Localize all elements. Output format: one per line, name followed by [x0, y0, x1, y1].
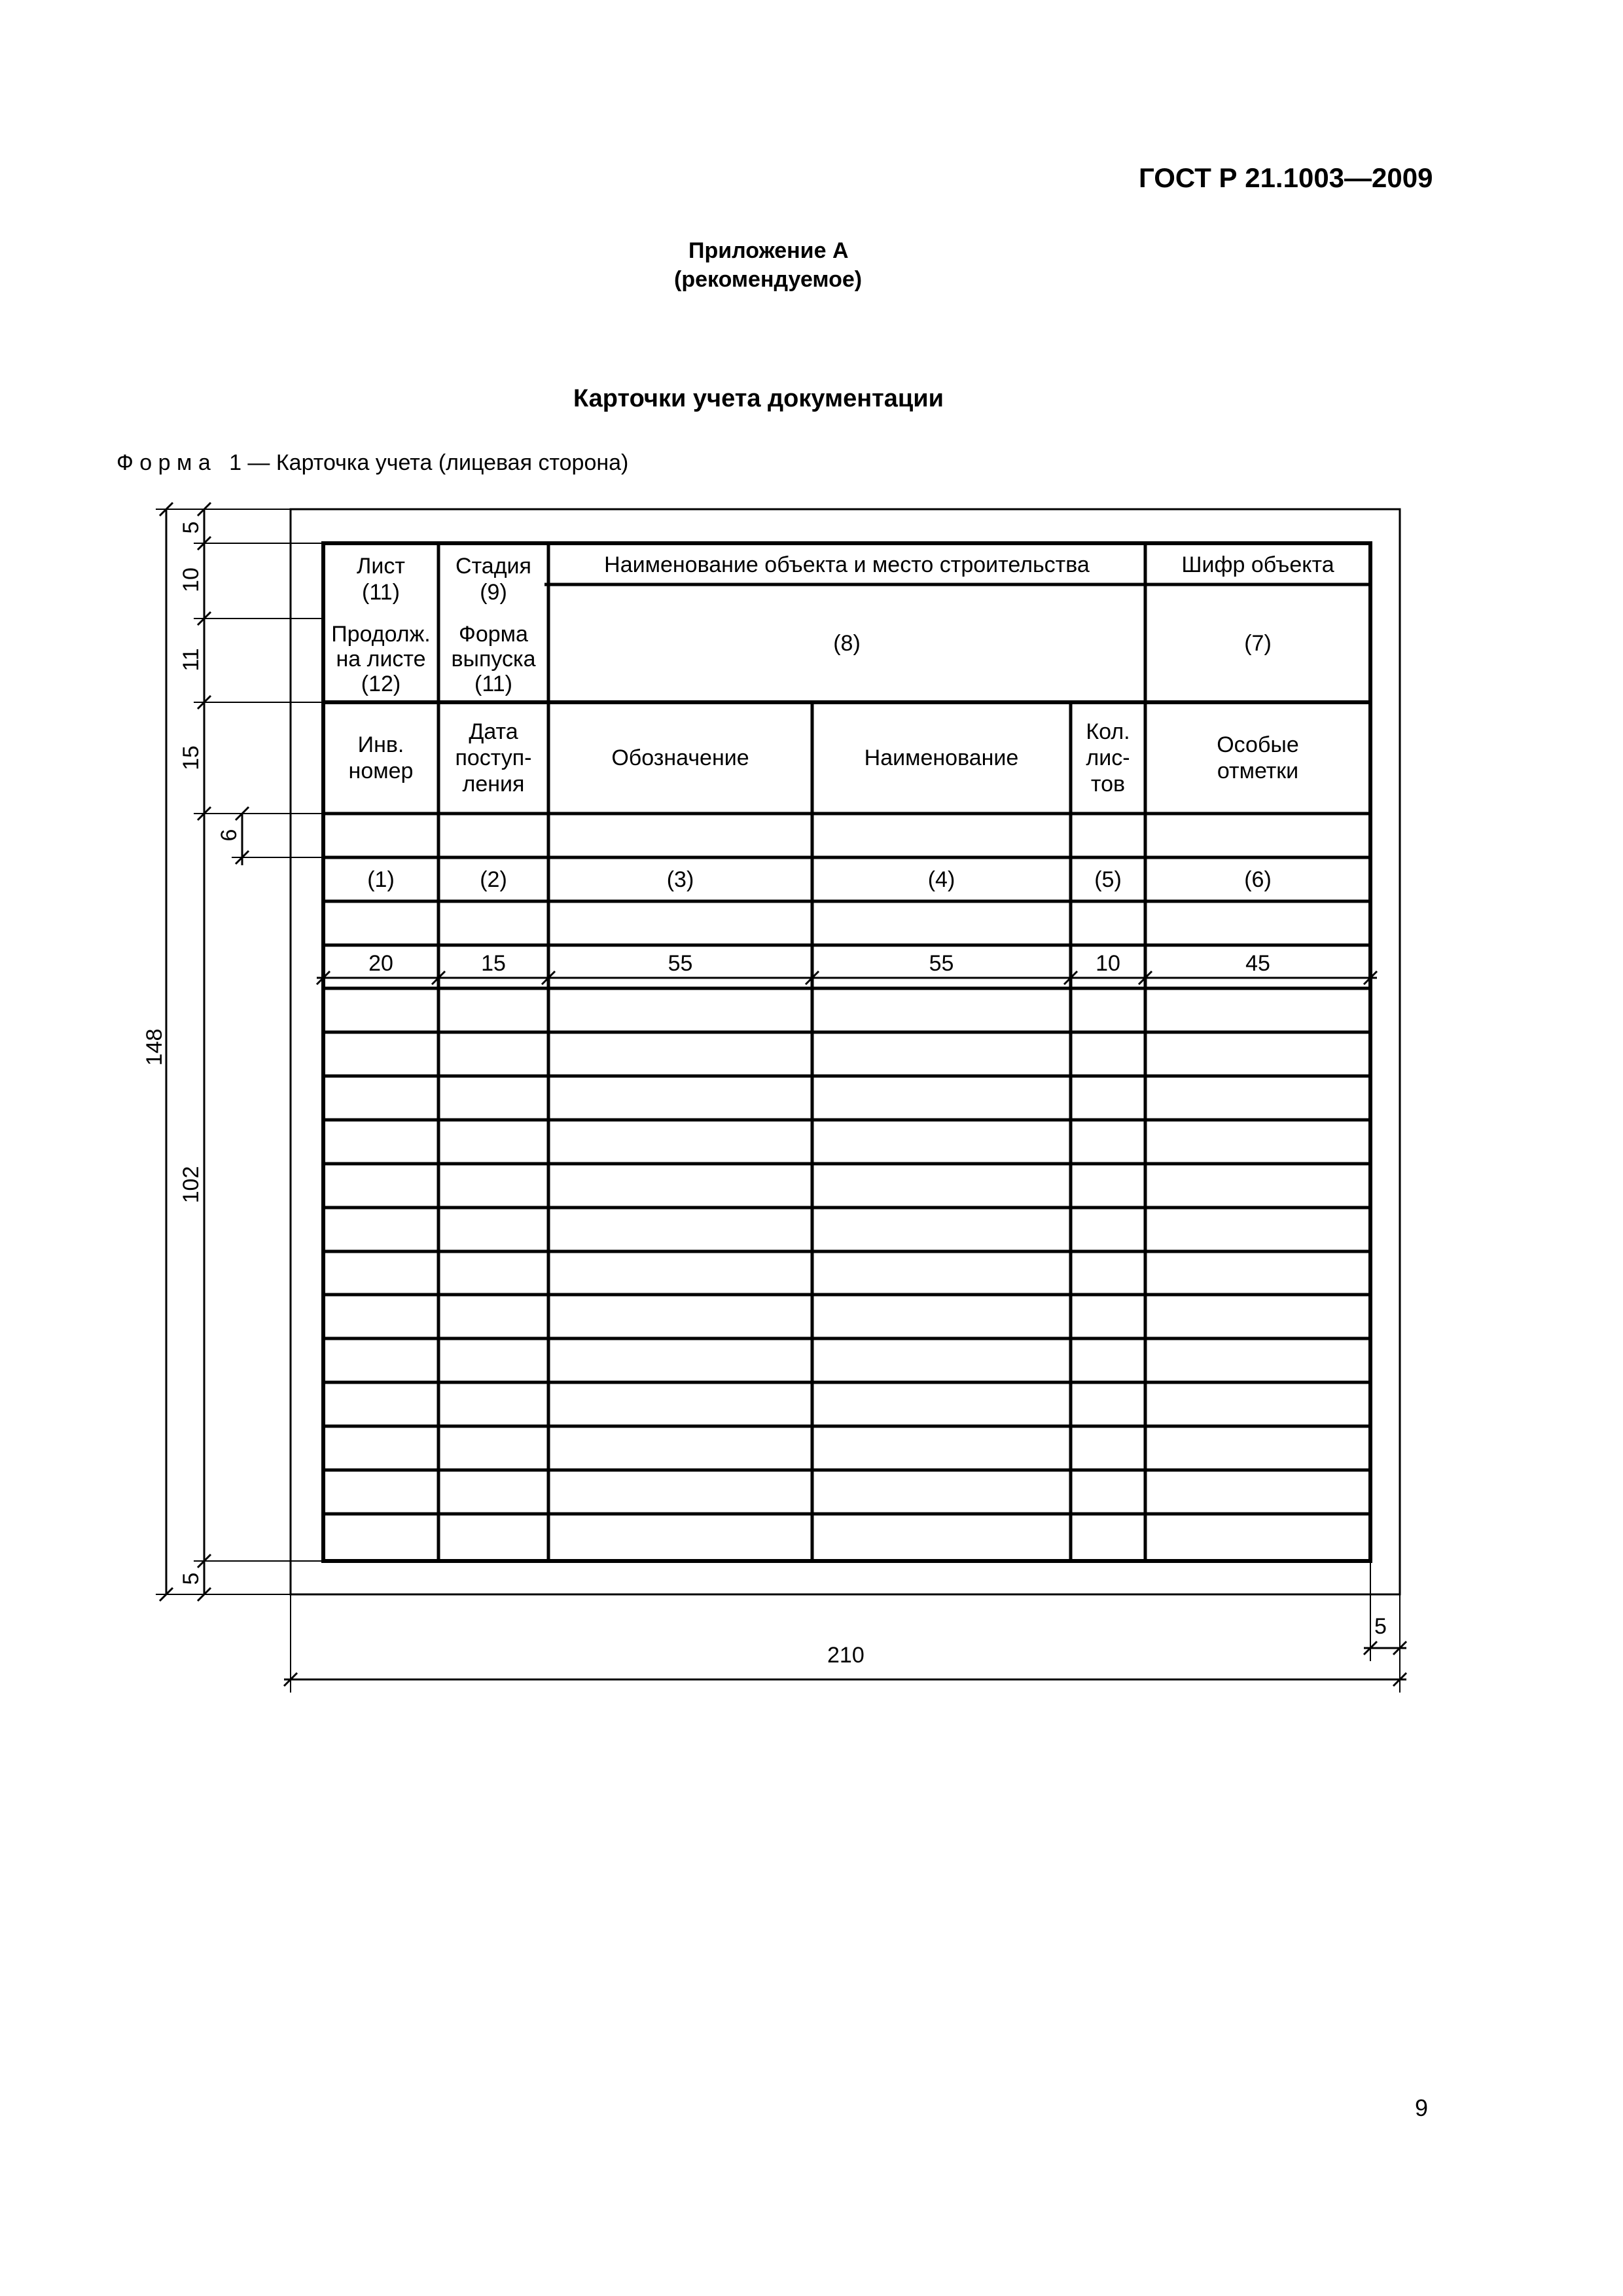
col-width-5: 10: [1096, 951, 1120, 976]
col-ref-5: (5): [1094, 867, 1122, 892]
standard-number: ГОСТ Р 21.1003—2009: [1139, 162, 1433, 193]
col-label-line: поступ-: [455, 745, 532, 770]
dim-right-margin: 5: [1374, 1614, 1387, 1639]
object-code-label: Шифр объекта: [1181, 552, 1334, 577]
dim-bottom-margin: 5: [179, 1572, 204, 1585]
appendix-note: (рекомендуемое): [674, 267, 863, 292]
dim-top-margin: 5: [179, 521, 204, 534]
continuation-line1: Продолж.: [331, 621, 431, 647]
col-width-3: 55: [668, 951, 693, 976]
dim-row1: 10: [179, 567, 204, 592]
col-label-line: Дата: [469, 719, 518, 744]
col-label-line: Наименование: [864, 745, 1019, 770]
object-code-ref: (7): [1244, 631, 1272, 656]
sheet-label: Лист: [357, 554, 405, 579]
release-form-cell: [438, 615, 548, 702]
continuation-ref: (12): [361, 671, 401, 696]
dim-body-height: 102: [179, 1166, 204, 1204]
object-name-label: Наименование объекта и место строительства: [604, 552, 1090, 577]
dim-total-height: 148: [142, 1028, 167, 1066]
col-header-designation: [548, 702, 812, 814]
dim-total-width: 210: [827, 1643, 865, 1668]
col-ref-1: (1): [367, 867, 395, 892]
object-name-value: [548, 584, 1145, 702]
col-header-date: [438, 702, 548, 814]
col-label-line: Инв.: [357, 732, 404, 757]
col-width-2: 15: [481, 951, 506, 976]
dim-data-row: 6: [217, 829, 241, 842]
section-title: Карточки учета документации: [573, 385, 944, 412]
col-header-inv-number: [323, 702, 438, 814]
stage-cell: [438, 545, 548, 614]
col-width-6: 45: [1245, 951, 1270, 976]
sheet-ref: (11): [362, 580, 400, 605]
col-label-line: Особые: [1217, 732, 1299, 757]
col-ref-2: (2): [480, 867, 507, 892]
col-label-line: тов: [1090, 772, 1126, 797]
object-name-header: [548, 545, 1145, 584]
appendix-title: Приложение А: [688, 238, 849, 263]
col-ref-4: (4): [927, 867, 955, 892]
object-name-ref: (8): [833, 631, 861, 656]
dim-row2: 11: [179, 648, 204, 672]
object-code-header: [1145, 545, 1370, 584]
sheet-cell: [323, 545, 438, 614]
form-caption: Ф о р м а 1 — Карточка учета (лицевая сторона): [116, 450, 629, 475]
col-width-1: 20: [368, 951, 393, 976]
col-ref-6: (6): [1244, 867, 1272, 892]
dim-header-row: 15: [179, 745, 204, 770]
col-label-line: Обозначение: [611, 745, 749, 770]
col-label-line: отметки: [1217, 759, 1299, 783]
page-number: 9: [1415, 2094, 1429, 2121]
col-label-line: Кол.: [1086, 719, 1130, 744]
release-form-line1: Форма: [459, 621, 528, 647]
col-width-4: 55: [929, 951, 954, 976]
col-header-notes: [1145, 702, 1370, 814]
release-form-line2: выпуска: [451, 646, 536, 672]
col-label-line: ления: [462, 772, 525, 797]
col-ref-3: (3): [666, 867, 694, 892]
stage-ref: (9): [480, 580, 507, 605]
col-header-sheet-count: [1071, 702, 1145, 814]
col-label-line: номер: [348, 759, 414, 783]
col-label-line: лис-: [1086, 745, 1130, 770]
object-code-value: [1145, 584, 1370, 702]
col-header-name: [812, 702, 1071, 814]
stage-label: Стадия: [455, 554, 531, 579]
continuation-cell: [323, 615, 438, 702]
continuation-line2: на листе: [336, 646, 426, 672]
release-form-ref: (11): [474, 671, 512, 696]
